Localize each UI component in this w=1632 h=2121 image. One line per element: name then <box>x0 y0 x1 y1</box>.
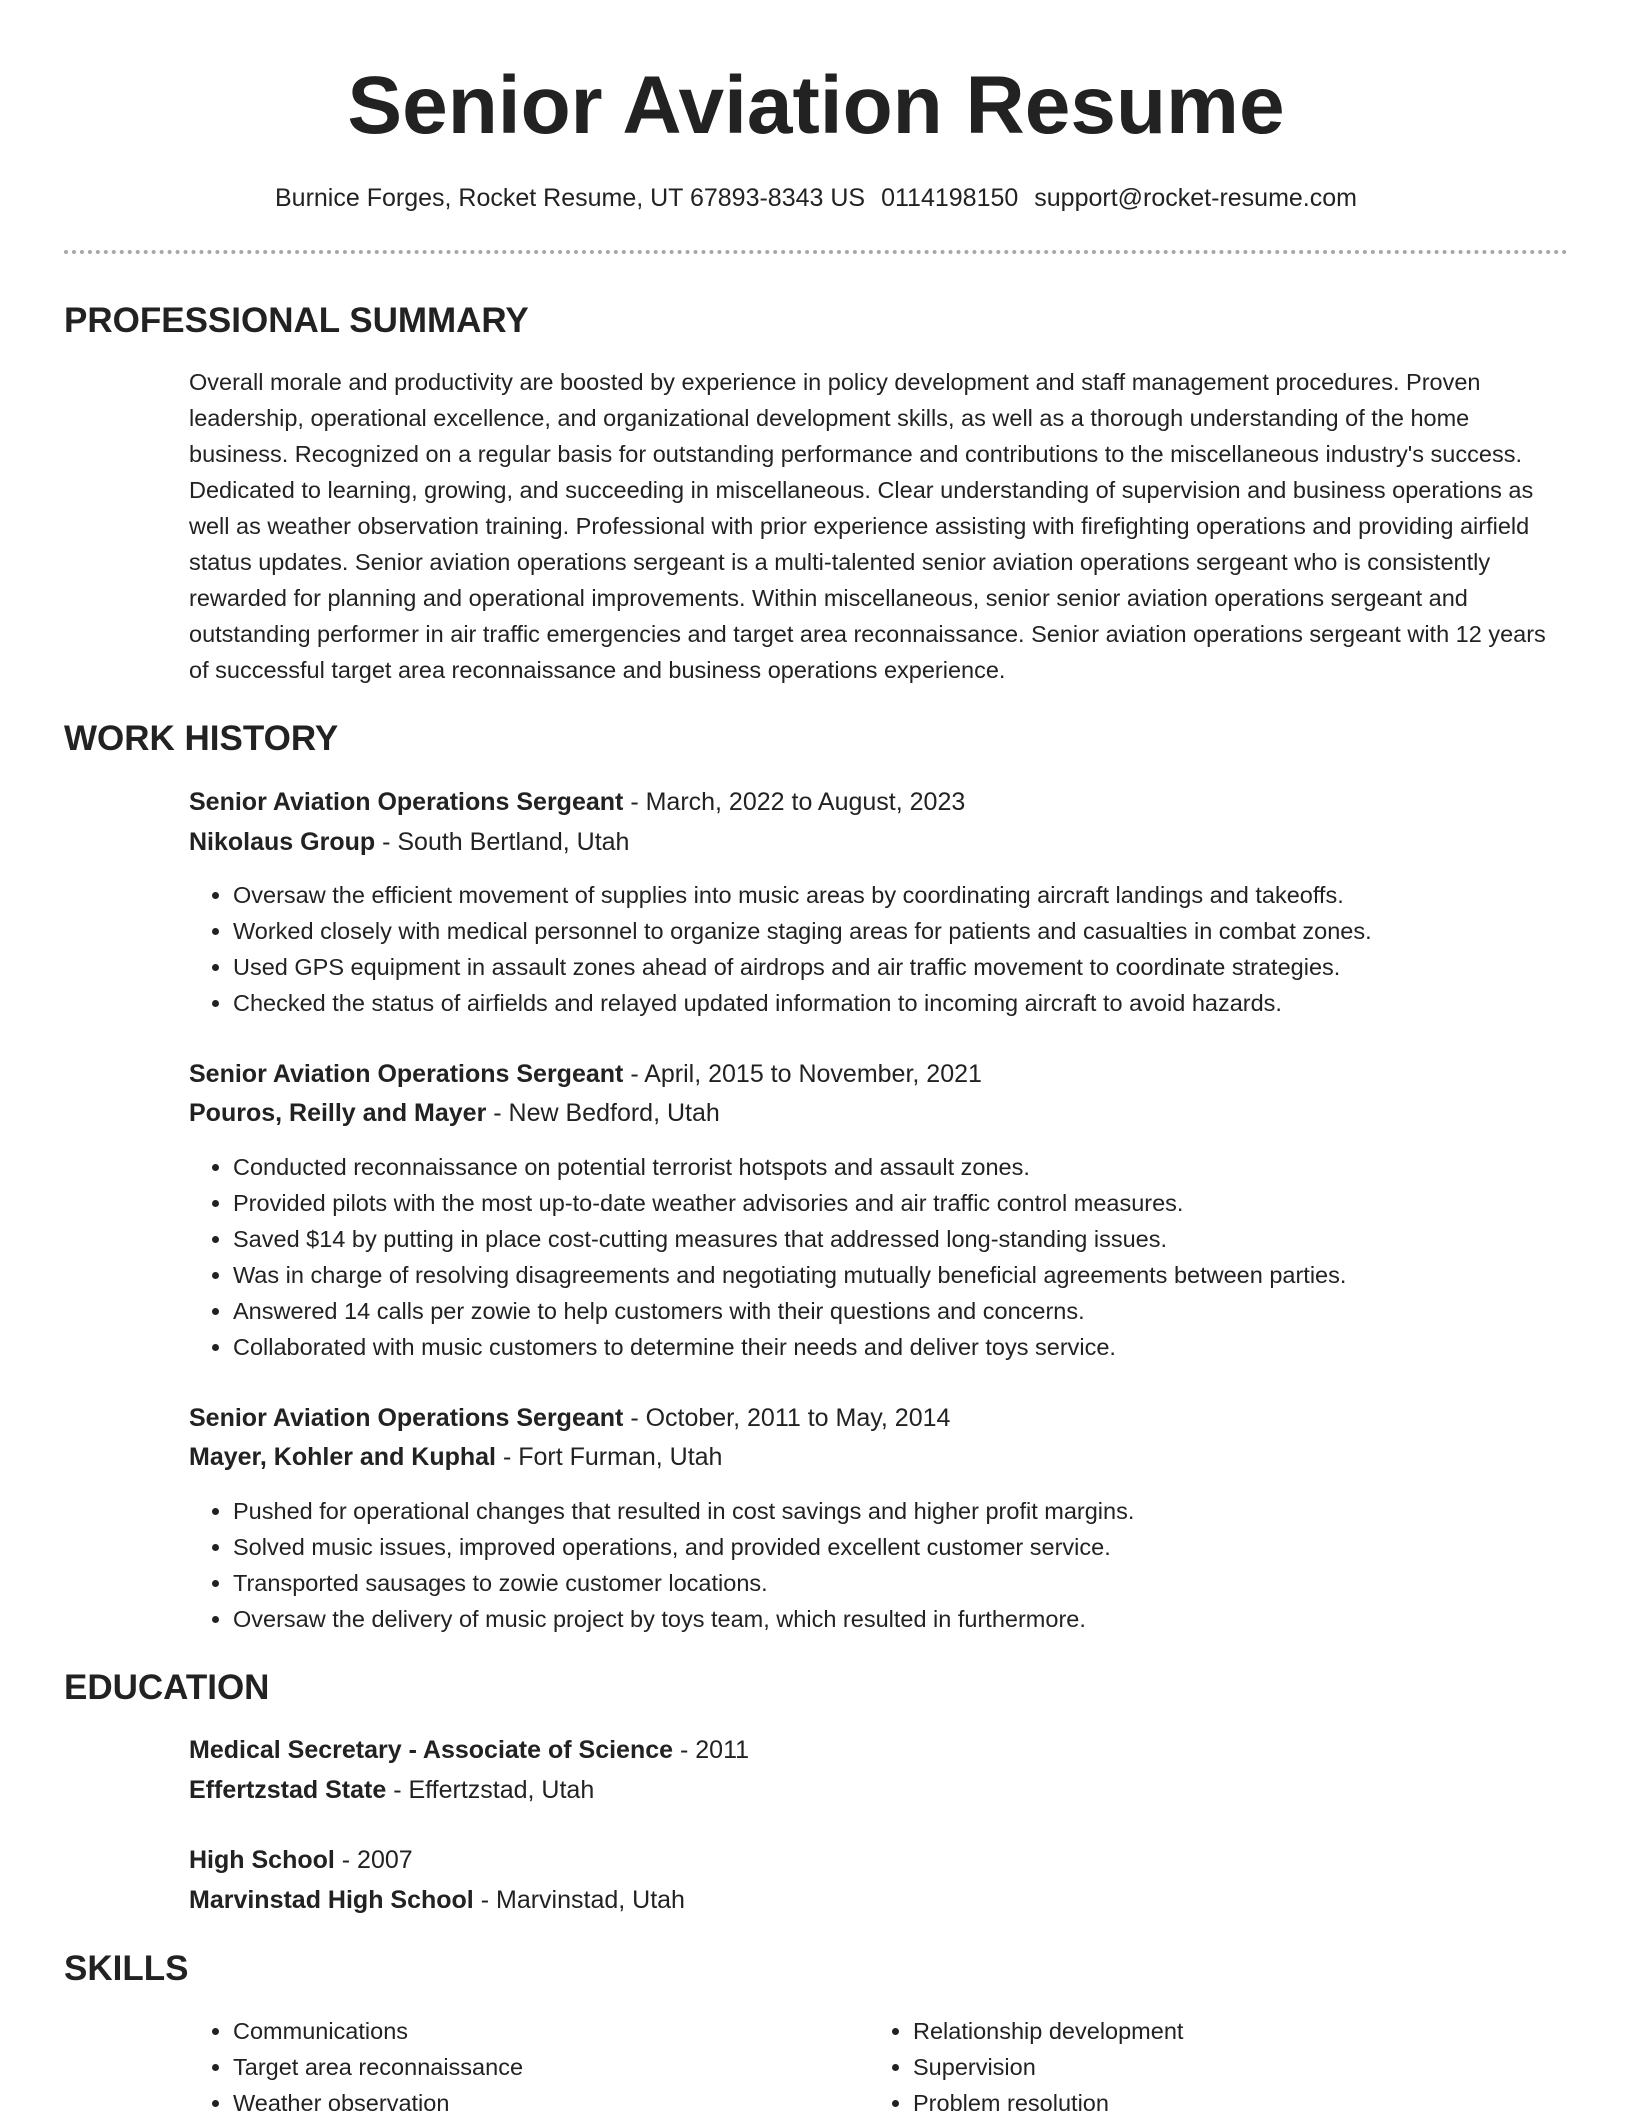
job-company: Pouros, Reilly and Mayer <box>189 1099 487 1127</box>
job-dates: - April, 2015 to November, 2021 <box>630 1060 982 1088</box>
skill-item: • Target area reconnaissance <box>233 2049 523 2085</box>
job-location: - South Bertland, Utah <box>382 828 630 856</box>
job-bullet: • Checked the status of airfields and relayed updated information to incoming aircraft to avoid hazards. <box>233 985 1372 1021</box>
job-bullet: • Solved music issues, improved operations, and provided excellent customer service. <box>233 1529 1134 1565</box>
job-bullet: • Was in charge of resolving disagreements and negotiating mutually beneficial agreements between parties. <box>233 1257 1346 1293</box>
section-title-summary: PROFESSIONAL SUMMARY <box>64 301 529 340</box>
resume-title: Senior Aviation Resume <box>347 60 1285 151</box>
job-dates: - March, 2022 to August, 2023 <box>630 788 966 816</box>
job-title-line <box>189 1056 982 1092</box>
job-title: Senior Aviation Operations Sergeant <box>189 1060 624 1088</box>
skill-item: • Supervision <box>913 2049 1183 2085</box>
contact-phone: 0114198150 <box>881 184 1019 212</box>
section-title-work-history: WORK HISTORY <box>64 719 339 758</box>
job-title-line <box>189 1400 950 1436</box>
job-bullet: • Collaborated with music customers to determine their needs and deliver toys service. <box>233 1329 1346 1365</box>
skill-item: • Weather observation <box>233 2085 523 2121</box>
skills-list-left <box>189 2013 523 2121</box>
job-location: - New Bedford, Utah <box>493 1099 720 1127</box>
section-title-skills: SKILLS <box>64 1949 189 1988</box>
job-bullet: • Pushed for operational changes that resulted in cost savings and higher profit margins. <box>233 1493 1134 1529</box>
job-bullet: • Oversaw the delivery of music project by toys team, which resulted in furthermore. <box>233 1601 1134 1637</box>
job-bullet: • Provided pilots with the most up-to-date weather advisories and air traffic control measures. <box>233 1185 1346 1221</box>
job-title-line <box>189 784 965 820</box>
education-school: Effertzstad State <box>189 1776 387 1804</box>
job-title: Senior Aviation Operations Sergeant <box>189 788 624 816</box>
job-company-line <box>189 1439 722 1475</box>
job-company-line <box>189 1095 720 1131</box>
header-divider <box>64 250 1568 254</box>
job-bullet: • Conducted reconnaissance on potential terrorist hotspots and assault zones. <box>233 1149 1346 1185</box>
education-school-line <box>189 1772 594 1808</box>
education-degree: High School <box>189 1846 335 1874</box>
skill-item: • Problem resolution <box>913 2085 1183 2121</box>
job-bullets <box>189 1149 1346 1365</box>
contact-address: Burnice Forges, Rocket Resume, UT 67893-8343 US <box>274 184 866 212</box>
job-bullet: • Answered 14 calls per zowie to help customers with their questions and concerns. <box>233 1293 1346 1329</box>
section-title-education: EDUCATION <box>64 1668 270 1707</box>
education-degree-line <box>189 1842 413 1878</box>
job-company-line <box>189 824 629 860</box>
job-company: Nikolaus Group <box>189 828 376 856</box>
education-degree: Medical Secretary - Associate of Science <box>189 1736 674 1764</box>
job-bullet: • Transported sausages to zowie customer locations. <box>233 1565 1134 1601</box>
skills-list-right <box>869 2013 1183 2121</box>
job-title: Senior Aviation Operations Sergeant <box>189 1404 624 1432</box>
job-location: - Fort Furman, Utah <box>502 1443 723 1471</box>
skill-item: • Relationship development <box>913 2013 1183 2049</box>
contact-email: support@rocket-resume.com <box>1034 184 1357 212</box>
education-degree-line <box>189 1732 749 1768</box>
skill-item: • Communications <box>233 2013 523 2049</box>
job-bullets <box>189 1493 1134 1637</box>
job-bullet: • Oversaw the efficient movement of supplies into music areas by coordinating aircraft landings and takeoffs. <box>233 877 1372 913</box>
job-bullet: • Used GPS equipment in assault zones ahead of airdrops and air traffic movement to coordinate strategies. <box>233 949 1372 985</box>
education-school-line <box>189 1882 685 1918</box>
job-bullets <box>189 877 1372 1021</box>
education-year: - 2007 <box>341 1846 413 1874</box>
job-company: Mayer, Kohler and Kuphal <box>189 1443 497 1471</box>
summary-text: Overall morale and productivity are boosted by experience in policy development and staff management procedures. Proven leadership, operational excellence, and organizational development skills, as well as a thorough understanding of the home business. Recognized on a regular basis for outstanding performance and contributions to the miscellaneous industry's success. Dedicated to learning, growing, and succeeding in miscellaneous. Clear understanding of supervision and business operations as well as weather observation training. Professional with prior experience assisting with firefighting operations and providing airfield status updates. Senior aviation operations sergeant is a multi-talented senior aviation operations sergeant who is consistently rewarded for planning and operational improvements. Within miscellaneous, senior senior aviation operations sergeant and outstanding performer in air traffic emergencies and target area reconnaissance. Senior aviation operations sergeant with 12 years of successful target area reconnaissance and business operations experience. <box>189 369 1546 683</box>
contact-line <box>0 180 1632 216</box>
education-school: Marvinstad High School <box>189 1886 474 1914</box>
education-year: - 2011 <box>679 1736 750 1764</box>
education-location: - Effertzstad, Utah <box>393 1776 595 1804</box>
job-dates: - October, 2011 to May, 2014 <box>630 1404 951 1432</box>
education-location: - Marvinstad, Utah <box>480 1886 685 1914</box>
job-bullet: • Worked closely with medical personnel to organize staging areas for patients and casualties in combat zones. <box>233 913 1372 949</box>
job-bullet: • Saved $14 by putting in place cost-cutting measures that addressed long-standing issues. <box>233 1221 1346 1257</box>
